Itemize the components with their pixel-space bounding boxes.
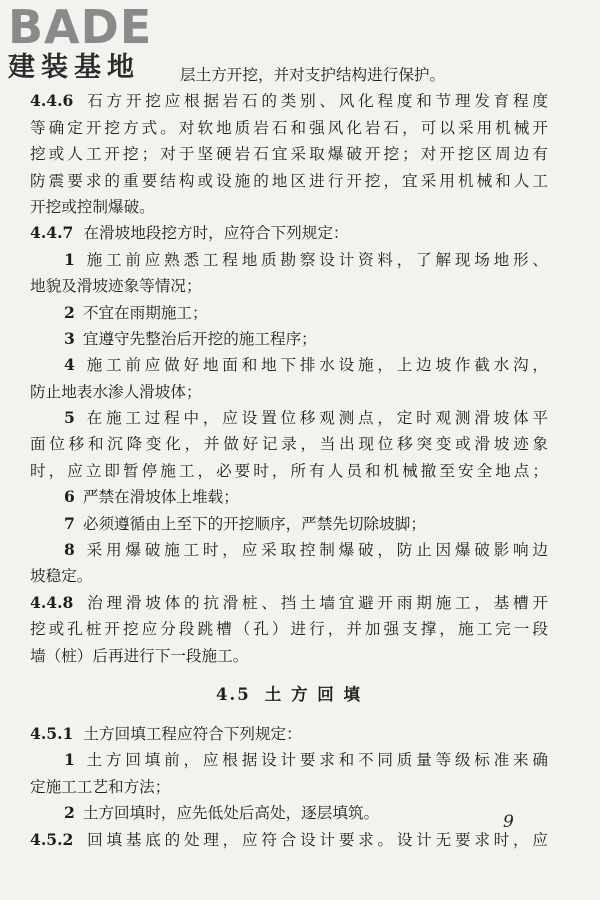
section-heading: [30, 669, 548, 721]
logo-brand: BADE: [8, 0, 153, 54]
clause-4-4-8-line-2: 挖或孔桩开挖应分段跳槽（孔）进行，并加强支撑，施工完一段: [30, 620, 548, 639]
clause-number: 4.4.6: [30, 91, 74, 111]
body-text: [30, 62, 548, 853]
clause-4-5-1-intro: 4.5.1 土方回填工程应符合下列规定：: [30, 723, 302, 743]
section-number: 4.5: [216, 684, 251, 704]
list-item: 6 严禁在滑坡体上堆载；: [64, 487, 239, 507]
clause-4-4-6-line-3: 挖或人工开挖；对于坚硬岩石宜采取爆破开挖；对开挖区周边有: [30, 145, 548, 164]
list-item-cont: 地貌及滑坡迹象等情况；: [30, 277, 202, 296]
clause-4-4-8-line-1: 4.4.8 治理滑坡体的抗滑桩、挡土墙宜避开雨期施工，基槽开: [30, 592, 548, 612]
page-number: 9: [503, 812, 514, 832]
list-item-cont: 时，应立即暂停施工，必要时，所有人员和机械撤至安全地点；: [30, 461, 548, 480]
clause-4-4-6-line-2: 等确定开挖方式。对软地质岩石和强风化岩石，可以采用机械开: [30, 118, 548, 137]
clause-4-4-6-line-5: 开挖或控制爆破。: [30, 197, 155, 216]
clause-4-4-6-line-1: 4.4.6 石方开挖应根据岩石的类别、风化程度和节理发育程度: [30, 91, 548, 111]
list-item-cont: 防止地表水渗人滑坡体；: [30, 382, 202, 401]
clause-4-5-2-line-1: 4.5.2 回填基底的处理，应符合设计要求。设计无要求时，应: [30, 829, 548, 849]
list-item-cont: 定施工工艺和方法；: [30, 777, 171, 796]
list-item: 3 宜遵守先整治后开挖的施工程序；: [64, 328, 317, 348]
clause-number: 4.4.7: [30, 223, 74, 243]
list-item: 2 土方回填时，应先低处后高处，逐层填筑。: [64, 803, 380, 823]
clause-number: 4.5.1: [30, 723, 74, 743]
list-item: 1 土方回填前，应根据设计要求和不同质量等级标准来确: [64, 750, 548, 770]
list-item-cont: 坡稳定。: [30, 567, 93, 586]
clause-4-4-7-intro: 4.4.7 在滑坡地段挖方时，应符合下列规定：: [30, 223, 349, 243]
logo-subtitle: 建装基地: [8, 52, 140, 83]
list-item: 4 施工前应做好地面和地下排水设施，上边坡作截水沟，: [64, 355, 548, 375]
section-title: 土 方 回 填: [264, 684, 362, 704]
list-item: 7 必须遵循由上至下的开挖顺序，严禁先切除坡脚；: [64, 513, 426, 533]
list-item-cont: 面位移和沉降变化，并做好记录，当出现位移突变或滑坡迹象: [30, 435, 548, 454]
clause-4-4-6-line-4: 防震要求的重要结构或设施的地区进行开挖，宜采用机械和人工: [30, 171, 548, 190]
list-item: 5 在施工过程中，应设置位移观测点，定时观测滑坡体平: [64, 408, 548, 428]
clause-number: 4.5.2: [30, 829, 74, 849]
list-item: 1 施工前应熟悉工程地质勘察设计资料，了解现场地形、: [64, 249, 548, 269]
clause-4-4-8-line-3: 墙（桩）后再进行下一段施工。: [30, 646, 249, 665]
list-item: 8 采用爆破施工时，应采取控制爆破，防止因爆破影响边: [64, 540, 548, 560]
list-item: 2 不宜在雨期施工；: [64, 302, 208, 322]
clause-number: 4.4.8: [30, 592, 74, 612]
continuation-line: 层土方开挖，并对支护结构进行保护。: [180, 66, 446, 84]
